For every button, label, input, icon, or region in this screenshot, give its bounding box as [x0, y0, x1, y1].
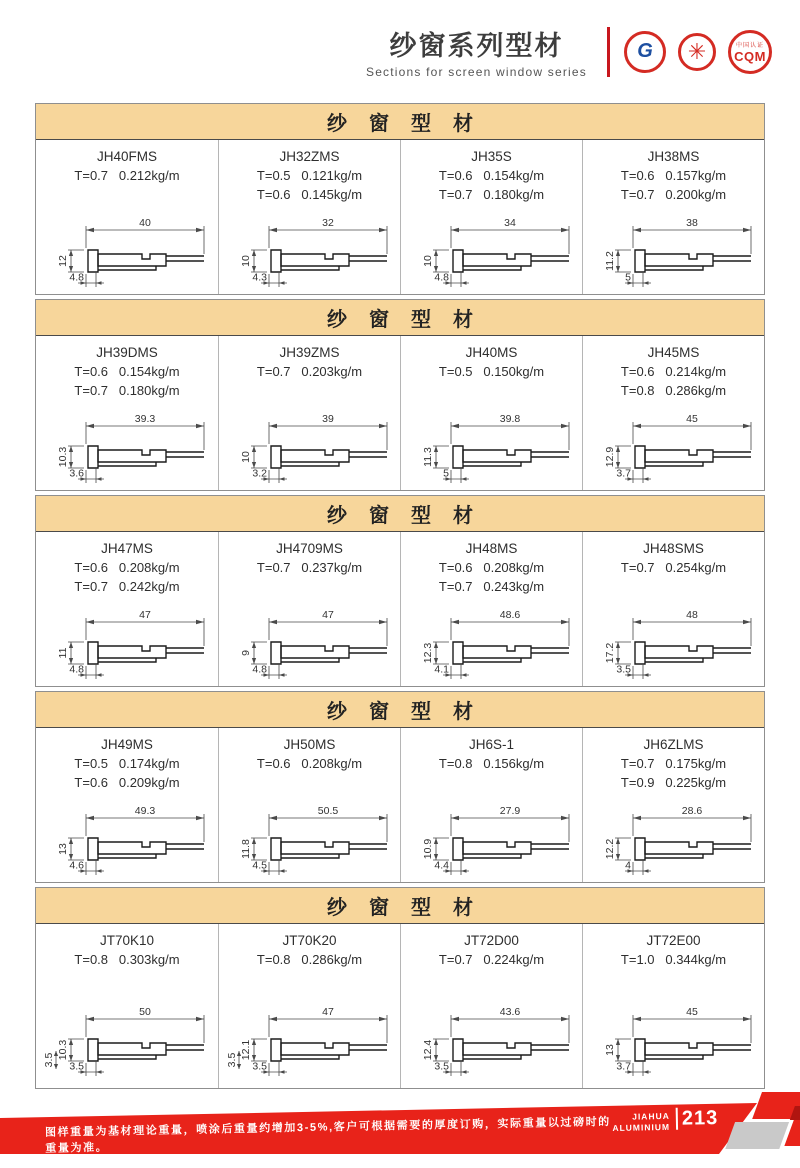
section-banner — [36, 104, 764, 140]
profile-drawing-area — [221, 212, 399, 294]
profile-drawing — [585, 408, 763, 490]
profile-drawing-area — [221, 604, 399, 686]
profile-outline — [453, 642, 463, 664]
profile-outline — [645, 842, 713, 854]
dim-width-label: 28.6 — [681, 805, 702, 817]
profile-code: JH49MS — [101, 737, 153, 752]
profile-outline — [463, 842, 531, 854]
profile-spec: T=0.7 0.212kg/m — [74, 168, 180, 183]
profile-spec: T=0.6 0.157kg/m — [620, 168, 727, 183]
profile-drawing — [403, 1001, 581, 1083]
profile-grid — [36, 336, 764, 490]
dim-height-label: 10.3 — [57, 1039, 69, 1061]
profile-drawing — [221, 212, 399, 294]
profile-code: JH38MS — [647, 149, 700, 164]
section-banner — [36, 300, 764, 336]
dim-foot-label: 3.5 — [615, 663, 631, 676]
profile-drawing-area — [585, 408, 763, 490]
profile-outline — [281, 842, 349, 854]
profile-outline — [98, 1043, 166, 1055]
profile-cell — [582, 140, 764, 294]
dim-width-label: 27.9 — [499, 805, 520, 817]
profile-outline — [463, 254, 531, 266]
profile-spec: T=0.7 0.237kg/m — [256, 560, 363, 575]
logo-row — [624, 30, 772, 74]
profile-drawing-area — [38, 212, 216, 294]
profile-outline — [453, 838, 463, 860]
cqm-top-text: 中国认证 — [735, 42, 764, 49]
profile-drawing-area — [221, 800, 399, 882]
dim-height-label: 12 — [57, 255, 69, 267]
profile-labels — [439, 924, 544, 996]
page-header — [0, 24, 786, 79]
profile-outline — [645, 254, 713, 266]
profile-drawing-area — [38, 604, 216, 686]
dim-width-label: 34 — [503, 217, 516, 229]
profile-labels — [439, 336, 544, 408]
profile-cell — [36, 336, 218, 490]
profile-cell — [218, 728, 400, 882]
profile-spec: T=0.7 0.224kg/m — [438, 952, 545, 967]
profile-spec: T=0.7 0.175kg/m — [620, 756, 727, 771]
profile-grid — [36, 140, 764, 294]
profile-drawing-area — [403, 996, 581, 1088]
profile-outline — [88, 838, 98, 860]
profile-labels — [439, 140, 544, 212]
profile-code: JH45MS — [647, 345, 700, 360]
profile-outline — [635, 838, 645, 860]
section-banner-title: 纱窗型材 — [327, 897, 495, 919]
profile-drawing — [585, 1001, 763, 1083]
seal-glyph: ✳ — [687, 38, 707, 64]
profile-spec: T=0.7 0.180kg/m — [74, 382, 180, 398]
profile-outline — [645, 450, 713, 462]
dim-foot-label: 5 — [442, 467, 449, 480]
profile-labels — [621, 532, 726, 604]
profile-spec: T=0.6 0.214kg/m — [620, 364, 727, 379]
profile-labels — [74, 140, 179, 212]
profile-drawing-area — [585, 604, 763, 686]
profile-drawing — [221, 408, 399, 490]
section-banner-title: 纱窗型材 — [327, 701, 495, 723]
profile-labels — [74, 532, 179, 604]
dim-foot-label: 3.5 — [251, 1060, 267, 1073]
profile-outline — [88, 446, 98, 468]
dim-width-label: 47 — [139, 609, 151, 621]
profile-code: JH6ZLMS — [643, 737, 704, 752]
profile-labels — [621, 140, 726, 212]
profile-spec: T=0.6 0.145kg/m — [256, 186, 363, 202]
profile-cell — [218, 532, 400, 686]
dim-height-label: 10.3 — [57, 446, 69, 468]
footer-note: 图样重量为基材理论重量，喷涂后重量约增加3-5%,客户可根据需要的厚度订购，实际重量以过磅时的重量为准。 — [44, 1116, 611, 1155]
profile-section — [35, 495, 765, 687]
profile-labels — [257, 728, 362, 800]
dim-foot-label: 3.2 — [251, 467, 267, 480]
profile-drawing-area — [585, 212, 763, 294]
profile-cell — [582, 532, 764, 686]
profile-spec: T=0.6 0.208kg/m — [74, 560, 180, 575]
profile-section — [35, 103, 765, 295]
profile-drawing — [403, 800, 581, 882]
dim-height-label: 13 — [57, 843, 69, 855]
profile-outline — [635, 446, 645, 468]
profile-spec: T=0.5 0.174kg/m — [74, 756, 180, 771]
dim-height-label: 11.8 — [239, 839, 252, 859]
profile-drawing — [38, 800, 216, 882]
profile-code: JH40MS — [465, 345, 518, 360]
dim-width-label: 45 — [685, 413, 698, 425]
profile-spec: T=0.7 0.200kg/m — [620, 186, 727, 202]
dim-height-label: 11.2 — [603, 251, 616, 271]
cqm-label: CQM — [734, 48, 766, 64]
profile-outline — [645, 646, 713, 658]
dim-height-label: 12.9 — [603, 446, 616, 468]
profile-labels — [257, 336, 362, 408]
dim-width-label: 38 — [685, 217, 698, 229]
profile-code: JH6S-1 — [468, 737, 514, 752]
dim-width-label: 49.3 — [134, 805, 156, 817]
cqm-certification-icon — [728, 30, 772, 74]
profile-outline — [88, 1039, 98, 1061]
dim-foot-label: 3.5 — [433, 1060, 449, 1073]
dim-width-label: 48 — [685, 609, 698, 621]
profile-cell — [400, 140, 582, 294]
profile-grid — [36, 532, 764, 686]
dim-height-label: 11 — [57, 647, 69, 659]
profile-spec: T=0.7 0.180kg/m — [438, 186, 545, 202]
profile-outline — [281, 646, 349, 658]
profile-outline — [271, 1039, 281, 1061]
profile-code: JT72D00 — [464, 933, 519, 948]
profile-spec: T=0.6 0.154kg/m — [438, 168, 545, 183]
profile-outline — [635, 642, 645, 664]
profile-labels — [439, 532, 544, 604]
profile-section — [35, 887, 765, 1089]
profile-cell — [400, 924, 582, 1088]
dim-width-label: 45 — [685, 1006, 698, 1018]
profile-cell — [400, 336, 582, 490]
profile-drawing-area — [403, 408, 581, 490]
profile-outline — [453, 1039, 463, 1061]
dim-foot-label: 4.1 — [433, 663, 449, 676]
profile-outline — [453, 250, 463, 272]
dim-width-label: 39 — [321, 413, 334, 425]
dim-height-label: 17.2 — [603, 642, 616, 664]
profile-cell — [36, 140, 218, 294]
section-banner-title: 纱窗型材 — [327, 309, 495, 331]
dim-foot-label: 4.3 — [251, 271, 267, 284]
profile-outline — [463, 1043, 531, 1055]
profile-drawing — [221, 800, 399, 882]
page-title: 纱窗系列型材 — [389, 31, 564, 61]
profile-code: JT70K20 — [282, 933, 337, 948]
profile-section — [35, 691, 765, 883]
dim-foot-label: 4.4 — [433, 859, 449, 872]
profile-drawing — [403, 212, 581, 294]
profile-drawing — [221, 1001, 399, 1083]
profile-spec: T=0.8 0.303kg/m — [74, 952, 180, 967]
profile-cell — [218, 924, 400, 1088]
dim-width-label: 39.3 — [134, 413, 156, 425]
profile-section — [35, 299, 765, 491]
profile-spec: T=0.7 0.242kg/m — [74, 578, 180, 594]
profile-outline — [271, 446, 281, 468]
dim-foot-label: 3.5 — [69, 1060, 84, 1073]
profile-outline — [271, 838, 281, 860]
profile-labels — [439, 728, 544, 800]
footer-content — [0, 1077, 800, 1167]
dim-width-label: 47 — [321, 609, 334, 621]
profile-outline — [453, 446, 463, 468]
profile-drawing-area — [585, 996, 763, 1088]
dim-height-label: 10 — [421, 255, 434, 267]
profile-outline — [281, 254, 349, 266]
dim-height-label: 10.9 — [421, 838, 434, 860]
profile-outline — [271, 642, 281, 664]
page-subtitle: Sections for screen window series — [365, 65, 587, 79]
dim-height-label: 12.1 — [239, 1039, 252, 1061]
dim-height2-label: 3.5 — [43, 1052, 55, 1068]
section-banner — [36, 888, 764, 924]
profile-drawing-area — [403, 212, 581, 294]
profile-spec: T=1.0 0.344kg/m — [620, 952, 727, 967]
dim-width-label: 32 — [321, 217, 334, 229]
profile-code: JH35S — [471, 149, 512, 164]
profile-labels — [74, 336, 179, 408]
dim-foot-label: 3.6 — [69, 467, 84, 480]
profile-outline — [98, 450, 166, 462]
dim-foot-label: 4.8 — [69, 663, 84, 676]
profile-drawing-area — [38, 408, 216, 490]
profile-spec: T=0.9 0.225kg/m — [620, 774, 727, 790]
dim-height-label: 12.3 — [421, 642, 434, 664]
profile-sections — [35, 103, 765, 1093]
dim-foot-label: 3.7 — [615, 1060, 631, 1073]
profile-outline — [98, 646, 166, 658]
profile-code: JH50MS — [283, 737, 336, 752]
profile-drawing — [403, 408, 581, 490]
dim-foot-label: 4.8 — [69, 271, 84, 284]
footer-separator — [676, 1108, 678, 1130]
profile-drawing — [585, 604, 763, 686]
dim-height-label: 11.3 — [421, 447, 434, 467]
profile-spec: T=0.6 0.208kg/m — [438, 560, 545, 575]
brand-line2: ALUMINIUM — [612, 1121, 671, 1133]
page-number: 213 — [681, 1106, 719, 1130]
profile-cell — [582, 924, 764, 1088]
profile-code: JH47MS — [101, 541, 153, 556]
profile-labels — [257, 532, 362, 604]
profile-labels — [74, 924, 179, 996]
section-banner — [36, 496, 764, 532]
profile-cell — [400, 532, 582, 686]
profile-spec: T=0.6 0.208kg/m — [256, 756, 363, 771]
header-divider — [607, 27, 610, 77]
profile-code: JH40FMS — [96, 149, 157, 164]
brand-line1: JIAHUA — [632, 1110, 670, 1122]
profile-labels — [257, 924, 362, 996]
dim-height-label: 9 — [239, 650, 252, 656]
profile-labels — [621, 336, 726, 408]
profile-spec: T=0.7 0.243kg/m — [438, 578, 545, 594]
profile-code: JH48SMS — [643, 541, 704, 556]
profile-drawing — [38, 604, 216, 686]
gb-letter: G — [637, 40, 653, 62]
dim-foot-label: 4.5 — [251, 859, 267, 872]
profile-outline — [88, 642, 98, 664]
profile-outline — [98, 254, 166, 266]
profile-drawing — [221, 604, 399, 686]
profile-code: JH4709MS — [276, 541, 343, 556]
profile-drawing — [38, 1001, 216, 1083]
profile-cell — [400, 728, 582, 882]
profile-cell — [36, 728, 218, 882]
dim-height-label: 10 — [239, 451, 252, 463]
dim-foot-label: 4.8 — [433, 271, 449, 284]
profile-outline — [98, 842, 166, 854]
profile-drawing — [585, 800, 763, 882]
profile-drawing-area — [585, 800, 763, 882]
dim-foot-label: 5 — [624, 271, 631, 284]
dim-height-label: 13 — [603, 1044, 616, 1056]
seal-certification-icon — [678, 33, 716, 71]
page-footer — [0, 1092, 800, 1167]
profile-spec: T=0.7 0.203kg/m — [256, 364, 363, 379]
profile-spec: T=0.5 0.150kg/m — [438, 364, 545, 379]
profile-spec: T=0.8 0.286kg/m — [256, 952, 363, 967]
profile-drawing — [585, 212, 763, 294]
profile-code: JH32ZMS — [279, 149, 340, 164]
dim-foot-label: 3.7 — [615, 467, 631, 480]
profile-outline — [271, 250, 281, 272]
footer-brand — [598, 1111, 670, 1134]
dim-width-label: 39.8 — [499, 413, 520, 425]
profile-outline — [463, 646, 531, 658]
profile-code: JT72E00 — [646, 933, 701, 948]
profile-spec: T=0.6 0.209kg/m — [74, 774, 180, 790]
profile-cell — [36, 924, 218, 1088]
profile-drawing-area — [38, 800, 216, 882]
profile-outline — [635, 250, 645, 272]
dim-foot-label: 4.8 — [251, 663, 267, 676]
profile-cell — [218, 336, 400, 490]
profile-spec: T=0.7 0.254kg/m — [620, 560, 727, 575]
profile-drawing-area — [221, 996, 399, 1088]
profile-code: JH39ZMS — [279, 345, 340, 360]
profile-drawing-area — [403, 604, 581, 686]
dim-height-label: 12.4 — [421, 1039, 434, 1061]
dim-foot-label: 4 — [624, 859, 631, 872]
section-banner — [36, 692, 764, 728]
dim-width-label: 48.6 — [499, 609, 520, 621]
profile-cell — [582, 728, 764, 882]
section-banner-title: 纱窗型材 — [327, 113, 495, 135]
profile-grid — [36, 728, 764, 882]
profile-labels — [621, 728, 726, 800]
profile-labels — [257, 140, 362, 212]
dim-width-label: 43.6 — [499, 1006, 520, 1018]
profile-drawing — [38, 408, 216, 490]
header-titles — [366, 24, 587, 79]
dim-width-label: 47 — [321, 1006, 334, 1018]
dim-height-label: 12.2 — [603, 838, 616, 860]
profile-spec: T=0.5 0.121kg/m — [256, 168, 363, 183]
profile-code: JT70K10 — [99, 933, 155, 948]
profile-grid — [36, 924, 764, 1088]
dim-width-label: 40 — [139, 217, 151, 229]
profile-outline — [281, 450, 349, 462]
profile-outline — [463, 450, 531, 462]
dim-foot-label: 4.6 — [69, 859, 84, 872]
dim-height2-label: 3.5 — [225, 1052, 238, 1068]
profile-cell — [218, 140, 400, 294]
profile-outline — [635, 1039, 645, 1061]
profile-drawing-area — [403, 800, 581, 882]
profile-drawing-area — [38, 996, 216, 1088]
profile-spec: T=0.6 0.154kg/m — [74, 364, 180, 379]
gb-certification-icon — [624, 31, 666, 73]
profile-spec: T=0.8 0.286kg/m — [620, 382, 727, 398]
dim-width-label: 50 — [139, 1006, 151, 1018]
profile-code: JH39DMS — [96, 345, 158, 360]
dim-height-label: 10 — [239, 255, 252, 267]
profile-drawing — [38, 212, 216, 294]
profile-outline — [645, 1043, 713, 1055]
profile-drawing-area — [221, 408, 399, 490]
profile-spec: T=0.8 0.156kg/m — [438, 756, 545, 771]
profile-code: JH48MS — [465, 541, 518, 556]
profile-drawing — [403, 604, 581, 686]
profile-cell — [582, 336, 764, 490]
profile-outline — [88, 250, 98, 272]
profile-cell — [36, 532, 218, 686]
profile-labels — [74, 728, 179, 800]
profile-outline — [281, 1043, 349, 1055]
section-banner-title: 纱窗型材 — [327, 505, 495, 527]
dim-width-label: 50.5 — [317, 805, 338, 817]
profile-labels — [621, 924, 726, 996]
